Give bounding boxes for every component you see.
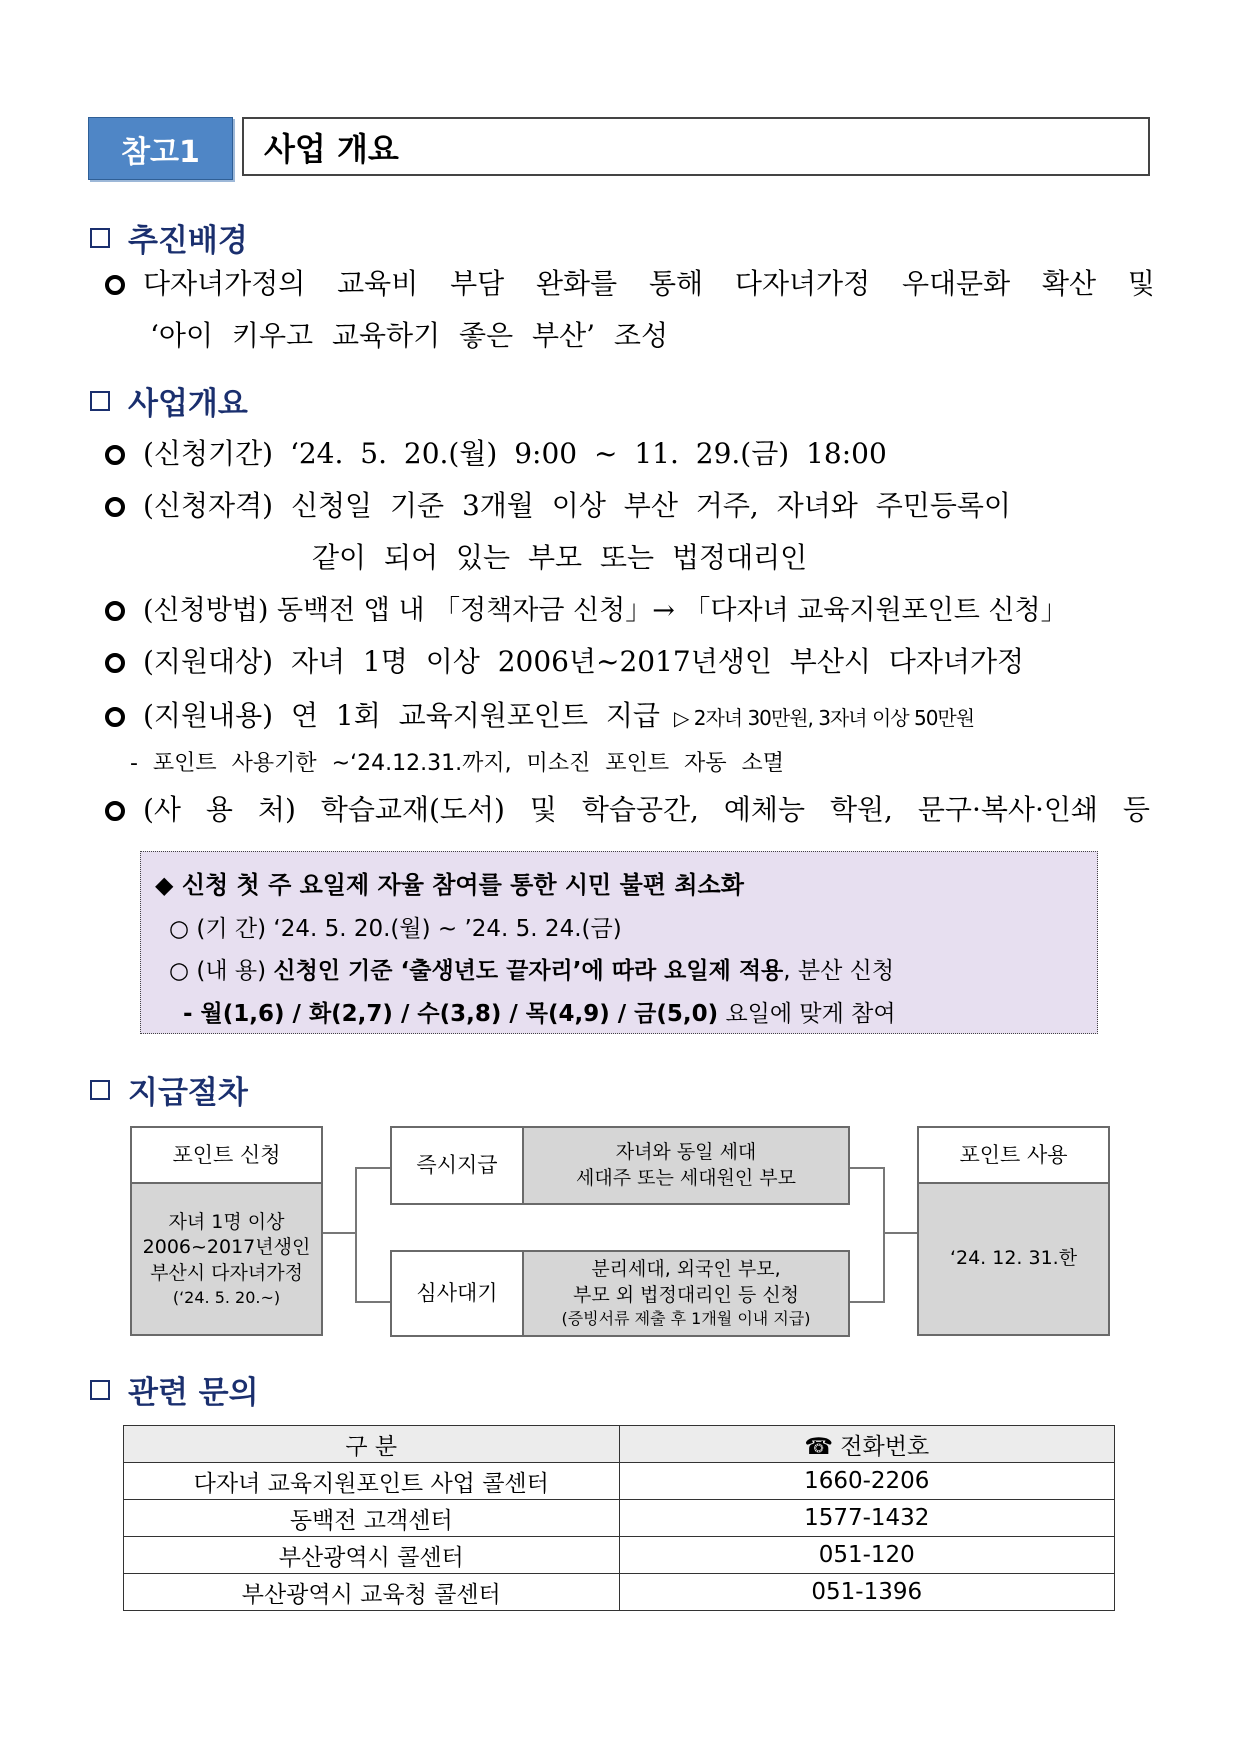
word: 완화를: [536, 267, 618, 300]
notice-content-bold: 신청인 기준 ‘출생년도 끝자리’에 따라 요일제 적용: [273, 958, 784, 984]
background-line-2: ‘아이 키우고 교육하기 좋은 부산’ 조성: [150, 319, 669, 352]
use-box: [917, 1126, 1110, 1336]
circle-bullet-icon: [105, 653, 125, 673]
notice-period: ○ (기 간) ‘24. 5. 20.(월) ~ ’24. 5. 24.(금): [169, 916, 622, 942]
overview-usage: [105, 788, 1150, 828]
circle-bullet-icon: [105, 601, 125, 621]
notice-content-prefix: ○ (내 용): [169, 958, 274, 984]
notice-schedule: [183, 995, 896, 1028]
review-box: [390, 1250, 850, 1337]
contact-name: 동백전 고객센터: [124, 1500, 620, 1537]
review-label: 심사대기: [392, 1252, 524, 1335]
instant-desc-line: 자녀와 동일 세대: [615, 1140, 757, 1163]
overview-eligibility-2: 같이 되어 있는 부모 또는 법정대리인: [312, 541, 808, 574]
table-row: [124, 1500, 1115, 1537]
overview-content: [105, 694, 974, 734]
section-heading-background: [90, 215, 248, 260]
notice-schedule-suffix: 요일에 맞게 참여: [718, 1001, 896, 1027]
overview-target: [105, 640, 1024, 680]
period-text: (신청기간) ‘24. 5. 20.(월) 9:00 ~ 11. 29.(금) 18:00: [143, 437, 887, 470]
word: 문구·복사·인쇄: [917, 793, 1098, 826]
word: 학습공간,: [581, 793, 699, 826]
overview-method: [105, 588, 1068, 627]
circle-bullet-icon: [105, 445, 125, 465]
apply-line: 2006~2017년생인: [142, 1236, 311, 1259]
review-desc-line: 분리세대, 외국인 부모,: [591, 1258, 781, 1281]
apply-title: 포인트 신청: [132, 1128, 321, 1184]
checkbox-square-icon: [90, 228, 110, 248]
connector: [883, 1167, 885, 1303]
table-row: [124, 1574, 1115, 1611]
content-note: ▷ 2자녀 30만원, 3자녀 이상 50만원: [674, 706, 975, 730]
instant-desc-line: 세대주 또는 세대원인 부모: [575, 1166, 796, 1189]
contact-phone: 051-1396: [619, 1574, 1115, 1611]
contact-phone: 1577-1432: [619, 1500, 1115, 1537]
contact-name: 부산광역시 콜센터: [124, 1537, 620, 1574]
reference-tag: 참고1: [88, 117, 233, 180]
contact-phone: 051-120: [619, 1537, 1115, 1574]
circle-bullet-icon: [105, 275, 125, 295]
contact-name: 부산광역시 교육청 콜센터: [124, 1574, 620, 1611]
connector: [322, 1232, 355, 1234]
section-heading-text: 사업개요: [128, 386, 248, 422]
overview-period: [105, 432, 887, 472]
page-title: 사업 개요: [242, 117, 1150, 176]
section-heading-text: 추진배경: [128, 223, 248, 259]
word: 교육비: [337, 267, 419, 300]
review-desc: [524, 1252, 848, 1335]
circle-bullet-icon: [105, 497, 125, 517]
connector: [883, 1232, 919, 1234]
apply-body: [132, 1184, 321, 1334]
notice-box: [140, 851, 1098, 1034]
instant-box: [390, 1126, 850, 1205]
review-desc-line: (증빙서류 제출 후 1개월 이내 지급): [561, 1309, 811, 1329]
section-heading-contacts: [90, 1367, 259, 1412]
overview-eligibility: [105, 484, 1011, 524]
word: 확산: [1041, 267, 1097, 300]
apply-line: (‘24. 5. 20.~): [172, 1287, 281, 1307]
connector: [848, 1301, 885, 1303]
eligibility-text: (신청자격) 신청일 기준 3개월 이상 부산 거주, 자녀와 주민등록이: [143, 489, 1011, 522]
instant-desc: [524, 1128, 848, 1203]
circle-bullet-icon: [105, 801, 125, 821]
notice-title: ◆ 신청 첫 주 요일제 자율 참여를 통한 시민 불편 최소화: [155, 871, 744, 899]
apply-box: [130, 1126, 323, 1336]
notice-schedule-bold: - 월(1,6) / 화(2,7) / 수(3,8) / 목(4,9) / 금(5,0): [183, 1001, 719, 1027]
word: 학습교재(도서): [320, 793, 505, 826]
contact-name: 다자녀 교육지원포인트 사업 콜센터: [124, 1463, 620, 1500]
section-heading-text: 지급절차: [128, 1075, 248, 1111]
apply-line: 부산시 다자녀가정: [150, 1262, 303, 1285]
instant-label: 즉시지급: [392, 1128, 524, 1203]
word: 용: [205, 793, 233, 826]
contact-phone: 1660-2206: [619, 1463, 1115, 1500]
section-heading-text: 관련 문의: [128, 1375, 259, 1411]
section-heading-overview: [90, 378, 248, 423]
method-text: (신청방법) 동백전 앱 내 「정책자금 신청」→ 「다자녀 교육지원포인트 신청」: [143, 595, 1068, 626]
word: 다자녀가정의: [143, 267, 306, 300]
background-words: [143, 262, 1155, 302]
notice-content-suffix: , 분산 신청: [783, 958, 895, 984]
use-title: 포인트 사용: [919, 1128, 1108, 1184]
word: 예체능: [723, 793, 806, 826]
word: 학원,: [829, 793, 893, 826]
column-header-phone: ☎ 전화번호: [619, 1426, 1115, 1463]
column-header-category: 구 분: [124, 1426, 620, 1463]
contacts-table: [123, 1425, 1115, 1611]
connector: [848, 1167, 885, 1169]
overview-expiry: - 포인트 사용기한 ~‘24.12.31.까지, 미소진 포인트 자동 소멸: [130, 751, 785, 776]
target-text: (지원대상) 자녀 1명 이상 2006년~2017년생인 부산시 다자녀가정: [143, 645, 1025, 678]
table-row: [124, 1537, 1115, 1574]
table-header-row: [124, 1426, 1115, 1463]
circle-bullet-icon: [105, 707, 125, 727]
word: 및: [529, 793, 557, 826]
word: 다자녀가정: [734, 267, 871, 300]
background-line-1: [105, 262, 1155, 302]
content-text: (지원내용) 연 1회 교육지원포인트 지급: [143, 699, 660, 732]
connector: [355, 1167, 357, 1302]
review-desc-line: 부모 외 법정대리인 등 신청: [572, 1283, 800, 1306]
table-row: [124, 1463, 1115, 1500]
notice-content: [169, 952, 894, 985]
connector: [355, 1301, 392, 1303]
word: 우대문화: [901, 267, 1011, 300]
section-heading-procedure: [90, 1067, 248, 1112]
checkbox-square-icon: [90, 1080, 110, 1100]
checkbox-square-icon: [90, 1380, 110, 1400]
use-body: ‘24. 12. 31.한: [919, 1184, 1108, 1334]
word: 등: [1122, 793, 1150, 826]
apply-line: 자녀 1명 이상: [168, 1210, 285, 1233]
word: 및: [1127, 267, 1155, 300]
word: 처): [257, 793, 296, 826]
checkbox-square-icon: [90, 391, 110, 411]
word: 통해: [648, 267, 704, 300]
connector: [355, 1167, 392, 1169]
usage-words: [143, 788, 1150, 828]
word: 부담: [450, 267, 505, 300]
word: (사: [143, 793, 181, 826]
